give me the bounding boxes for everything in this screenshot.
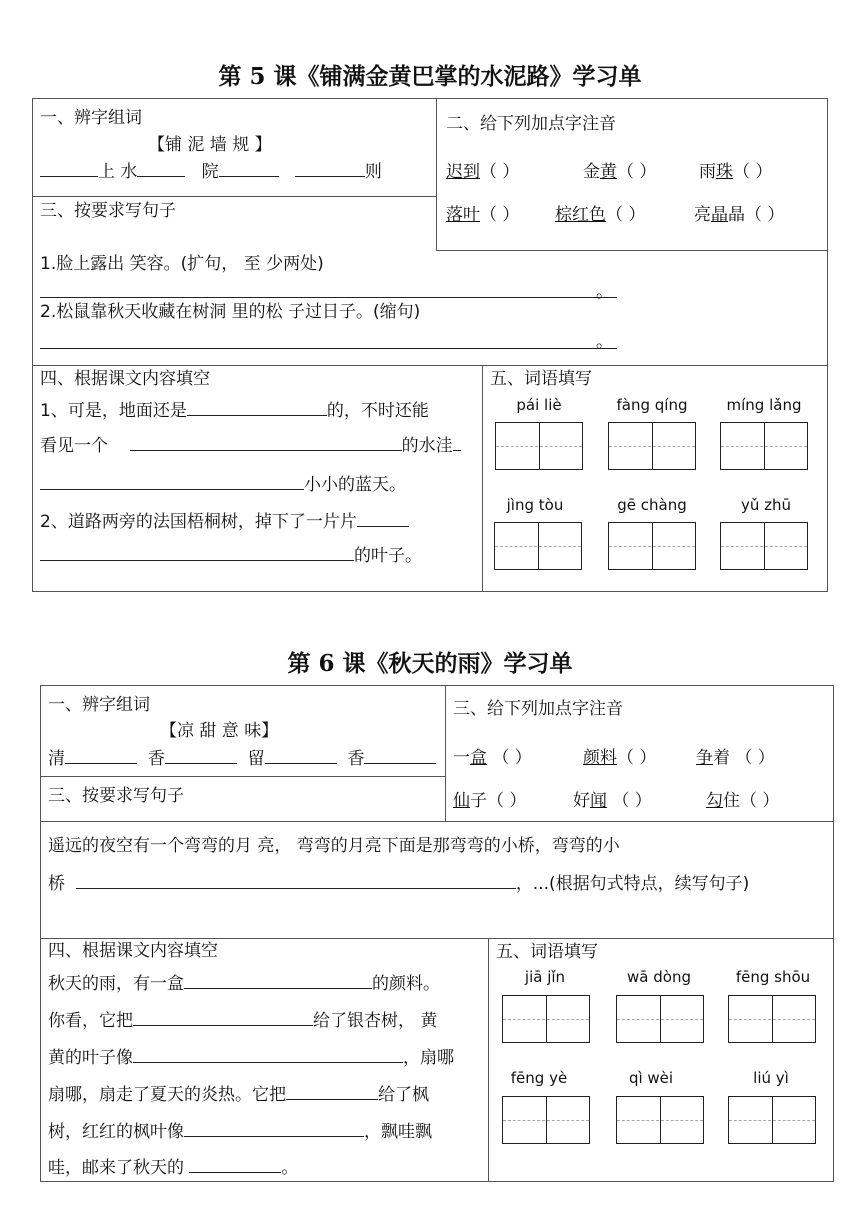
answer-line[interactable] [40,348,617,349]
blank[interactable] [184,1135,364,1137]
s3-prompt: 遥远的夜空有一个弯弯的月 亮， 弯弯的月亮下面是那弯弯的小桥，弯弯的小 [48,836,620,856]
answer-line[interactable] [76,887,516,889]
blank[interactable] [40,488,304,490]
writing-grid[interactable] [728,995,816,1043]
s1-word-blanks: 上 水 院 则 [40,164,382,181]
s3-heading: 三、按要求写句子 [48,786,184,806]
blank[interactable] [65,762,137,764]
blank[interactable] [137,175,185,177]
writing-grid[interactable] [502,1096,590,1144]
writing-grid[interactable] [502,995,590,1043]
blank[interactable] [40,175,98,177]
answer-line[interactable] [40,297,617,298]
lesson6-title: 第 6 课《秋天的雨》学习单 [287,650,573,677]
blank[interactable] [184,987,372,989]
s5-heading: 五、词语填写 [496,942,598,962]
blank[interactable] [187,414,327,416]
s1-word-blanks: 清 香 留 香 [48,751,436,768]
s5-heading: 五、词语填写 [490,369,592,389]
writing-grid[interactable] [720,522,808,570]
s2-heading: 三、给下列加点字注音 [453,699,623,719]
blank[interactable] [295,175,365,177]
blank[interactable] [133,1024,313,1026]
blank[interactable] [357,525,409,527]
blank[interactable] [364,762,436,764]
blank[interactable] [133,1061,403,1063]
writing-grid[interactable] [494,522,582,570]
s3-question2: 2.松鼠靠秋天收藏在树洞 里的松 子过日子。(缩句) [40,302,421,322]
lesson5-title: 第 5 课《铺满金黄巴掌的水泥路》学习单 [218,63,642,90]
s3-heading: 三、按要求写句子 [40,201,176,221]
blank[interactable] [219,175,279,177]
blank[interactable] [286,1098,378,1100]
writing-grid[interactable] [616,1096,704,1144]
s1-heading: 一、辨字组词 [40,108,142,128]
blank[interactable] [189,1171,281,1173]
s3-question1: 1.脸上露出 笑容。(扩句， 至 少两处) [40,254,324,274]
writing-grid[interactable] [608,522,696,570]
s2-pinyin-row2: 落叶（ ） [446,205,520,225]
blank[interactable] [165,762,237,764]
s4-heading: 四、根据课文内容填空 [40,369,210,389]
s4-heading: 四、根据课文内容填空 [48,941,218,961]
writing-grid[interactable] [616,995,704,1043]
blank[interactable] [40,559,354,561]
s1-characters: 【铺 泥 墙 规 】 [148,135,272,155]
s1-heading: 一、辨字组词 [48,695,150,715]
writing-grid[interactable] [728,1096,816,1144]
blank[interactable] [130,449,402,451]
s1-characters: 【凉 甜 意 味】 [160,721,279,741]
s2-heading: 二、给下列加点字注音 [446,114,616,134]
writing-grid[interactable] [720,422,808,470]
blank[interactable] [265,762,337,764]
writing-grid[interactable] [495,422,583,470]
writing-grid[interactable] [608,422,696,470]
s2-pinyin-row1: 迟到（ ） [446,162,520,182]
